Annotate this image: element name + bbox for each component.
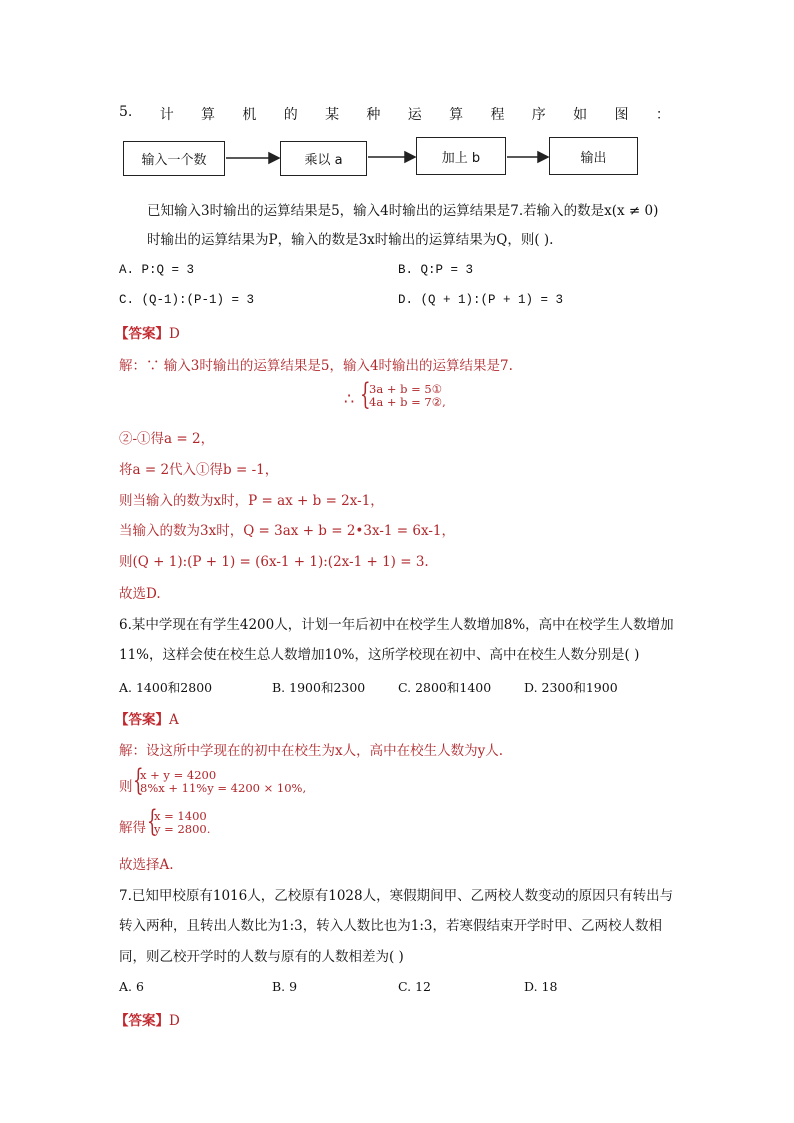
arrow-head bbox=[538, 152, 548, 162]
q5-title-char: 种 bbox=[366, 107, 381, 123]
q7-answer bbox=[115, 1009, 180, 1029]
q6-stem-line2: 11%，这样会使在校生总人数增加10%，这所学校现在初中、高中在校生人数分别是( ) bbox=[119, 647, 640, 663]
q5-equation-system bbox=[369, 383, 446, 409]
answer-value: A bbox=[169, 712, 179, 728]
q5-title-char: 算 bbox=[449, 107, 464, 123]
q7-stem-line2: 转入两种，且转出人数比为1:3，转入人数比也为1:3，若寒假结束开学时甲、乙两校人数相 bbox=[119, 918, 662, 934]
q6-option-b: B. 1900和2300 bbox=[272, 680, 366, 695]
answer-label: 【答案】 bbox=[115, 326, 169, 342]
q5-option-d: D. (Q + 1):(P + 1) = 3 bbox=[398, 293, 564, 307]
answer-value: D bbox=[169, 326, 180, 342]
q6-solution-intro: 解：设这所中学现在的初中在校生为x人，高中在校生人数为y人. bbox=[119, 743, 504, 759]
flow-box-input-label: 输入一个数 bbox=[141, 153, 207, 168]
q6-conclusion: 故选择A. bbox=[119, 857, 174, 873]
q6-option-c: C. 2800和1400 bbox=[398, 680, 492, 695]
q5-title-char: 某 bbox=[325, 107, 340, 123]
answer-label: 【答案】 bbox=[115, 1013, 169, 1029]
q5-title-char: 运 bbox=[407, 107, 422, 123]
q7-option-a: A. 6 bbox=[119, 979, 144, 994]
flow-box-output-label: 输出 bbox=[580, 150, 607, 166]
equation: 8%x + 11%y = 4200 × 10%, bbox=[140, 781, 307, 795]
q5-title-char: 程 bbox=[490, 107, 505, 123]
q5-stem-line1: 已知输入3时输出的运算结果是5，输入4时输出的运算结果是7.若输入的数是x(x ≠ 0) bbox=[147, 203, 659, 219]
q6-stem-line1: 6.某中学现在有学生4200人，计划一年后初中在校学生人数增加8%，高中在校学生人数增加 bbox=[119, 617, 674, 633]
q6-option-a: A. 1400和2800 bbox=[119, 680, 213, 695]
q6-solution-system bbox=[154, 810, 210, 836]
q5-step-2: 将a = 2代入①得b = -1， bbox=[119, 462, 279, 478]
q5-option-b: B. Q:P = 3 bbox=[398, 263, 474, 277]
brace: { bbox=[360, 377, 371, 412]
q5-step-3: 则当输入的数为x时，P = ax + b = 2x-1， bbox=[119, 493, 384, 509]
q5-step-5: 则(Q + 1):(P + 1) = (6x-1 + 1):(2x-1 + 1) = 3. bbox=[119, 554, 429, 570]
q7-stem-line3: 同，则乙校开学时的人数与原有的人数相差为( ) bbox=[119, 949, 404, 965]
q5-title-char: 如 bbox=[573, 107, 588, 123]
flow-arrows bbox=[0, 0, 794, 200]
equation: x + y = 4200 bbox=[140, 768, 217, 782]
answer-value: D bbox=[169, 1013, 180, 1029]
flow-box-add-label: 加上 b bbox=[441, 150, 481, 166]
equation: x = 1400 bbox=[154, 809, 207, 823]
q5-title-char: 计 bbox=[159, 107, 174, 123]
q5-option-a: A. P:Q = 3 bbox=[119, 263, 195, 277]
q5-option-c: C. (Q-1):(P-1) = 3 bbox=[119, 293, 255, 307]
q5-solution-intro: 解：∵ 输入3时输出的运算结果是5，输入4时输出的运算结果是7. bbox=[119, 358, 513, 374]
brace: { bbox=[133, 763, 144, 798]
q5-step-1: ②-①得a = 2， bbox=[119, 431, 215, 447]
arrow-head bbox=[269, 153, 279, 163]
q6-then: 则 bbox=[119, 779, 133, 795]
q7-option-c: C. 12 bbox=[398, 979, 431, 994]
q5-stem-line2: 时输出的运算结果为P，输入的数是3x时输出的运算结果为Q，则( ). bbox=[147, 232, 554, 248]
equation: 4a + b = 7②, bbox=[369, 395, 446, 409]
q5-title-char: 图 bbox=[614, 107, 629, 123]
q6-option-d: D. 2300和1900 bbox=[524, 680, 618, 695]
brace: { bbox=[147, 804, 158, 839]
q7-option-d: D. 18 bbox=[524, 979, 558, 994]
q5-answer bbox=[115, 322, 180, 342]
q5-conclusion: 故选D. bbox=[119, 586, 161, 602]
arrow-head bbox=[405, 152, 415, 162]
equation: 3a + b = 5① bbox=[369, 382, 443, 396]
q7-option-b: B. 9 bbox=[272, 979, 298, 994]
q7-stem-line1: 7.已知甲校原有1016人，乙校原有1028人，寒假期间甲、乙两校人数变动的原因只有转出与 bbox=[119, 888, 674, 904]
q5-step-4: 当输入的数为3x时，Q = 3ax + b = 2•3x-1 = 6x-1， bbox=[119, 523, 456, 539]
q5-title-char: 算 bbox=[201, 107, 216, 123]
q5-title-char: ： bbox=[655, 107, 670, 123]
flow-box-multiply-label: 乘以 a bbox=[304, 153, 343, 168]
q5-title-char: 5. bbox=[119, 104, 133, 120]
q6-solve: 解得 bbox=[119, 820, 146, 836]
q5-title-char: 序 bbox=[531, 107, 546, 123]
q5-title-char: 的 bbox=[283, 107, 298, 123]
q6-equation-system bbox=[140, 769, 306, 795]
q6-answer bbox=[115, 708, 179, 728]
therefore-symbol: ∴ bbox=[344, 389, 355, 408]
equation: y = 2800. bbox=[154, 822, 211, 836]
q5-title-char: 机 bbox=[242, 107, 257, 123]
answer-label: 【答案】 bbox=[115, 712, 169, 728]
